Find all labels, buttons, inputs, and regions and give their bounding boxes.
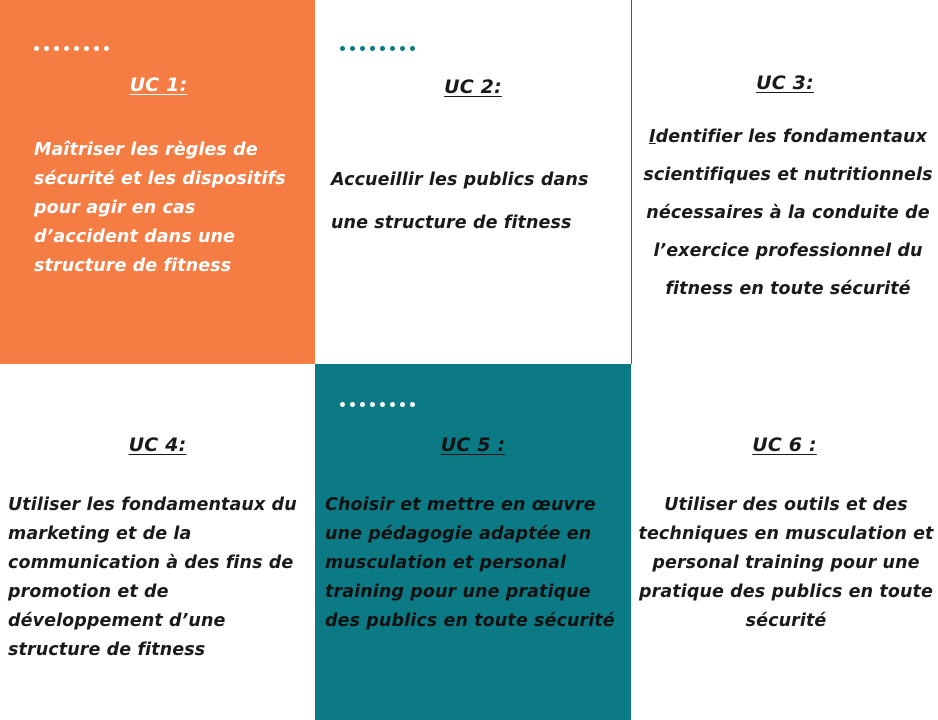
uc3-card bbox=[631, 0, 938, 364]
uc3-description-rest: dentifier les fondamentaux scientifiques et nutritionnels nécessaires à la conduite de l’exercice professionnel du fitness en toute sécurité bbox=[643, 127, 933, 299]
uc4-description: Utiliser les fondamentaux du marketing et de la communication à des fins de promotion et de développement d’une structure de fitness bbox=[8, 495, 297, 660]
uc5-description: Choisir et mettre en œuvre une pédagogie adaptée en musculation et personal training pour une pratique des publics en toute sécurité bbox=[325, 495, 615, 631]
uc6-card bbox=[631, 364, 938, 720]
uc2-description: Accueillir les publics dans une structure de fitness bbox=[331, 170, 589, 233]
uc3-description-initial: I bbox=[649, 127, 656, 147]
uc5-card bbox=[315, 364, 631, 720]
uc6-description: Utiliser des outils et des techniques en musculation et personal training pour une pratique des publics en toute sécurité bbox=[638, 495, 934, 631]
uc1-card bbox=[0, 0, 315, 364]
uc5-title: UC 5 : bbox=[440, 434, 506, 456]
dotted-ornament-icon bbox=[340, 402, 415, 407]
uc4-title: UC 4: bbox=[128, 434, 187, 456]
uc2-title: UC 2: bbox=[444, 76, 502, 98]
uc6-title: UC 6 : bbox=[752, 434, 817, 456]
uc1-title: UC 1: bbox=[129, 74, 188, 96]
uc3-title: UC 3: bbox=[756, 72, 814, 94]
uc2-card bbox=[315, 0, 631, 364]
dotted-ornament-icon bbox=[34, 46, 109, 51]
dotted-ornament-icon bbox=[340, 46, 415, 51]
uc4-card bbox=[0, 364, 315, 720]
uc3-description bbox=[638, 118, 938, 308]
uc1-description: Maîtriser les règles de sécurité et les dispositifs pour agir en cas d’accident dans une structure de fitness bbox=[34, 140, 286, 276]
